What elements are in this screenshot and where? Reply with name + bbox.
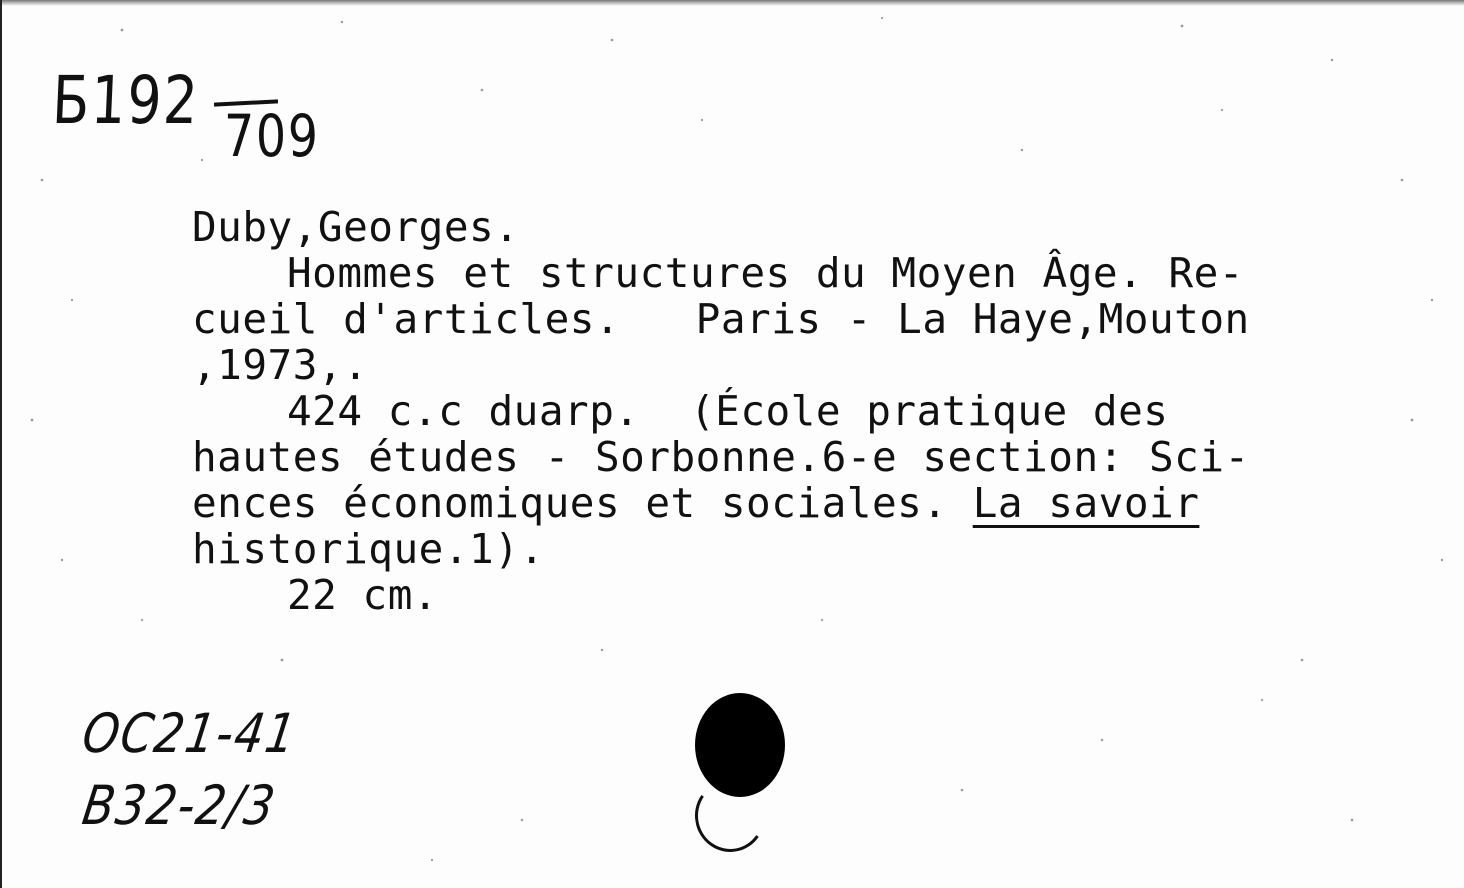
series-title: La savoir [972,479,1200,527]
series-line-2-text: ences économiques et sociales. [192,479,973,527]
year-line: ‚1973‚. [192,341,369,389]
pagination-line: 424 c.c duarp. (École pratique des [287,387,1169,435]
title-line-2: cueil d'articles. Paris - La Haye,Mouton [192,295,1250,343]
shelfmark-prefix: Б192 [50,62,201,139]
bibliographic-entry [192,204,1452,618]
call-number-2: B32-2/3 [78,774,281,837]
series-line-1: hautes études - Sorbonne.6-e section: Sci- [192,433,1250,481]
series-line-2 [192,480,1452,526]
shelfmark-suffix: 709 [224,102,320,170]
dimensions-line: 22 cm. [287,571,439,619]
title-line-1: Hommes et structures du Moyen Âge. Re- [287,249,1244,297]
call-number-1: OC21-41 [78,702,302,765]
author-line: Duby,Georges. [192,203,520,251]
series-line-3: historique.1). [192,525,545,573]
